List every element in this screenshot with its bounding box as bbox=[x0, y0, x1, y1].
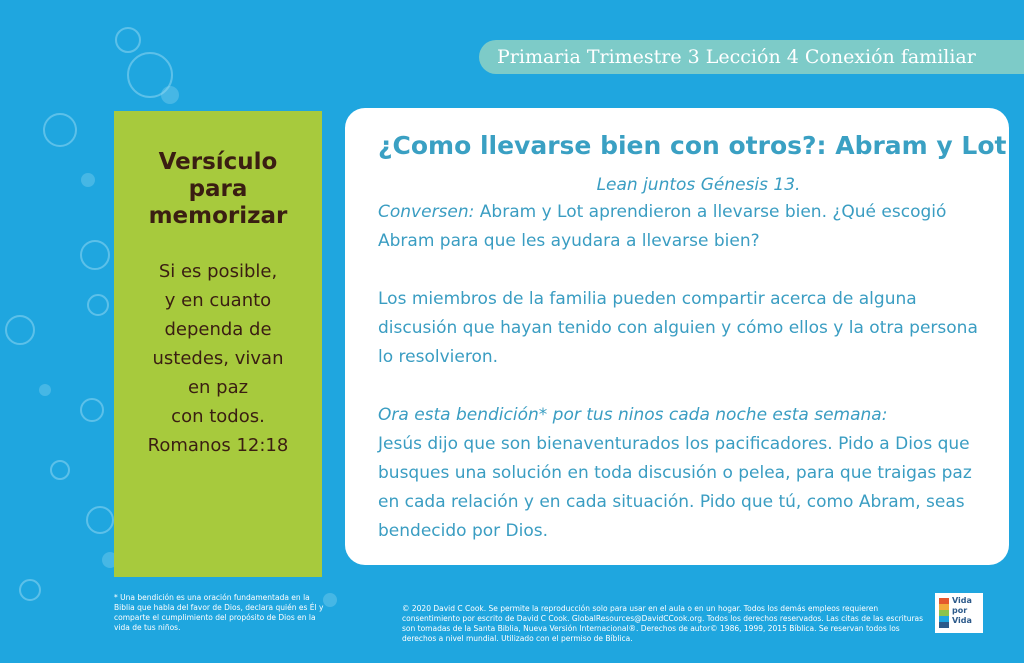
prayer-lead: Ora esta bendición* por tus ninos cada noche esta semana: bbox=[378, 405, 888, 425]
lesson-title: ¿Como llevarse bien con otros?: Abram y Lot bbox=[378, 131, 1007, 160]
lesson-header-bar bbox=[479, 40, 1024, 74]
memory-verse-title: Versículo para memorizar bbox=[148, 149, 288, 229]
lesson-header-title: Primaria Trimestre 3 Lección 4 Conexión familiar bbox=[497, 46, 976, 68]
reading-instruction: Lean juntos Génesis 13. bbox=[596, 175, 801, 195]
logo-text: Vida por Vida bbox=[952, 596, 972, 625]
vida-por-vida-logo bbox=[935, 593, 983, 633]
copyright-notice: © 2020 David C Cook. Se permite la reproducción solo para usar en el aula o en un hogar. Todos los demás empleos requieren consentimiento por escrito de David C Cook. GlobalResources@DavidCCook.org. Todos los derechos reservados. Las citas de las escrituras son tomadas de la Santa Biblia, Nueva Versión Internacional®. Derechos de autor© 1986, 1999, 2015 Bíblica. Se reservan todos los derechos a nivel mundial. Utilizado con el permiso de Bíblica. bbox=[402, 604, 924, 643]
lesson-content-card bbox=[345, 108, 1009, 565]
family-paragraph: Los miembros de la familia pueden compartir acerca de alguna discusión que hayan tenido con alguien y cómo ellos y la otra persona lo resolvieron. bbox=[378, 289, 978, 367]
blessing-footnote: * Una bendición es una oración fundamentada en la Biblia que habla del favor de Dios, declara quién es Él y comparte el cumplimiento del propósito de Dios en la vida de tus niños. bbox=[114, 593, 324, 632]
prayer-text: Jesús dijo que son bienaventurados los pacificadores. Pido a Dios que busques una solución en toda discusión o pelea, para que traigas paz en cada relación y en cada situación. Pido que tú, como Abram, seas bendecido por Dios. bbox=[378, 434, 972, 541]
logo-stripes-icon bbox=[939, 598, 949, 628]
memory-verse-card bbox=[114, 111, 322, 577]
talk-paragraph bbox=[378, 198, 989, 256]
talk-lead: Conversen: bbox=[378, 202, 475, 222]
talk-text: Abram y Lot aprendieron a llevarse bien. ¿Qué escogió Abram para que les ayudara a llevarse bien? bbox=[378, 202, 947, 251]
prayer-paragraph bbox=[378, 401, 989, 546]
memory-verse-text: Si es posible, y en cuanto dependa de ustedes, vivan en paz con todos. Romanos 12:18 bbox=[147, 261, 289, 456]
